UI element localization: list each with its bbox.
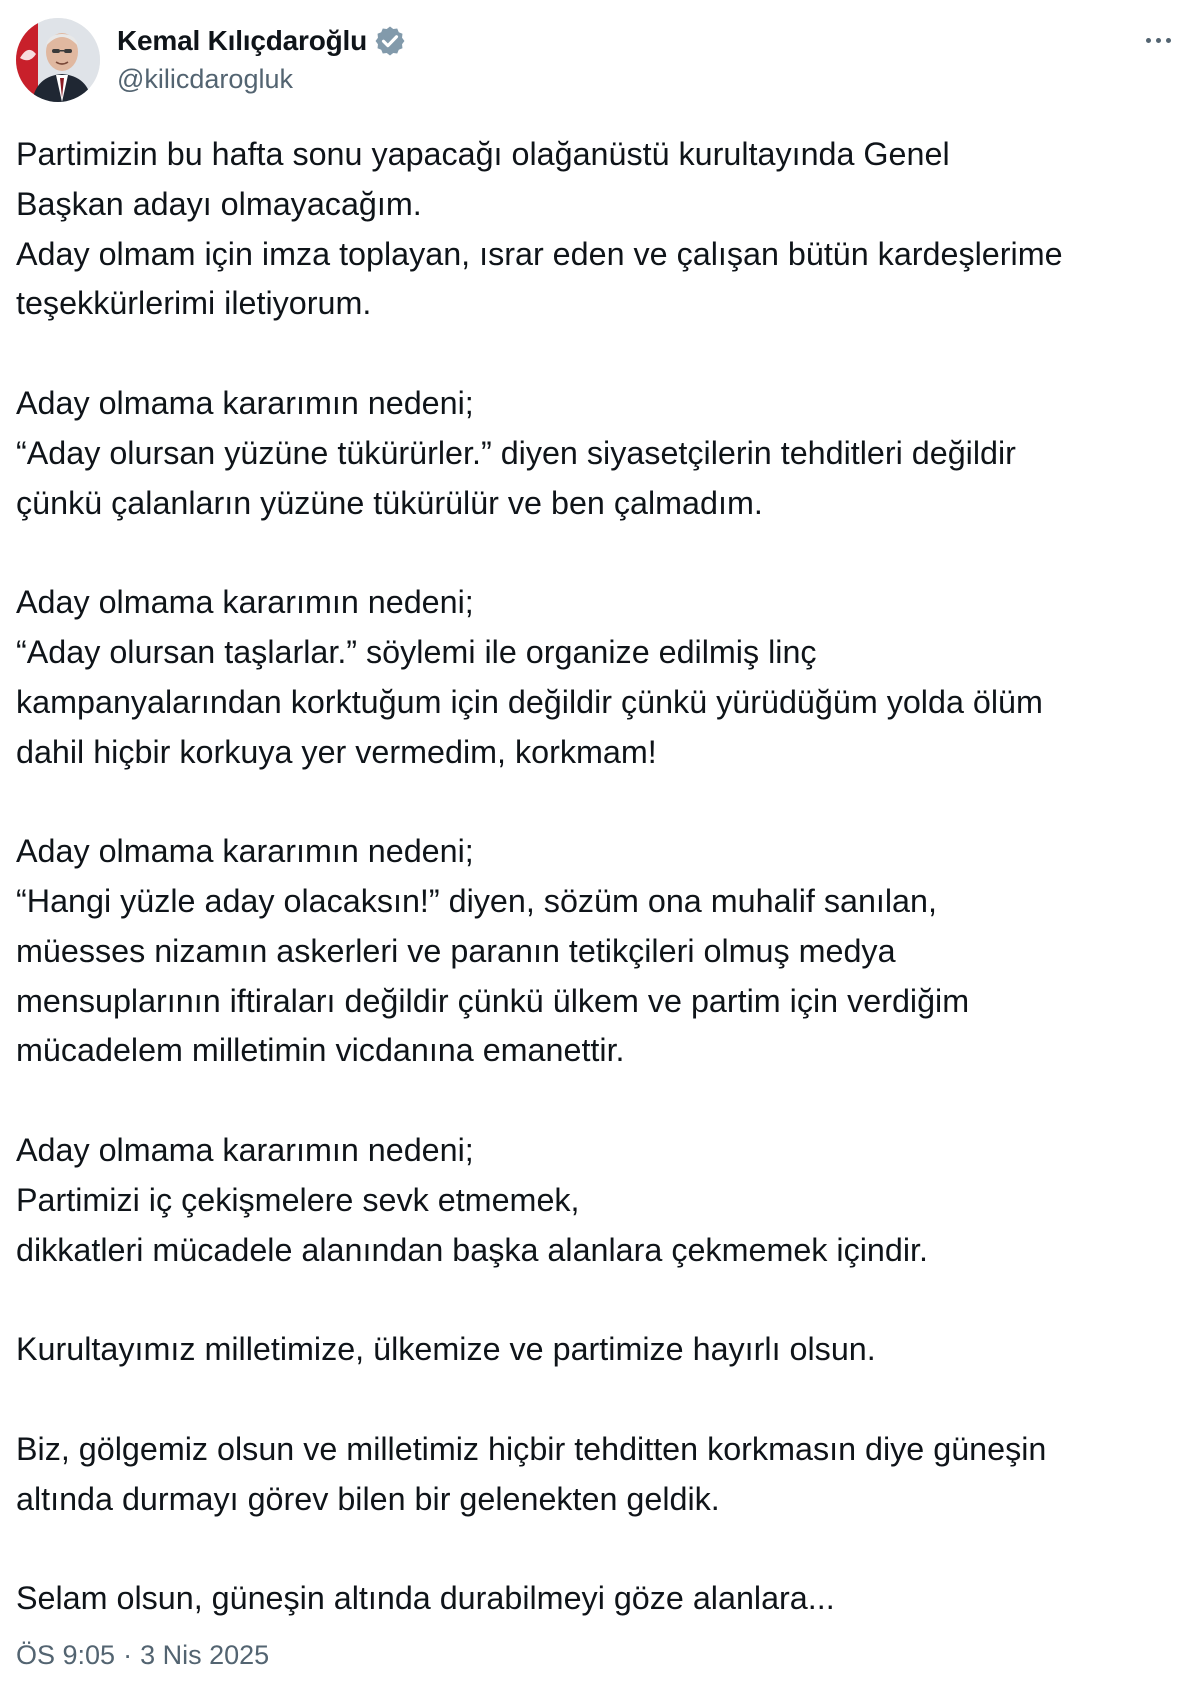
tweet-text-line: çünkü çalanların yüzüne tükürülür ve ben çalmadım. bbox=[16, 484, 763, 521]
tweet-text-line: “Aday olursan taşlarlar.” söylemi ile organize edilmiş linç bbox=[16, 633, 817, 670]
tweet-text-line: Partimizi iç çekişmelere sevk etmemek, bbox=[16, 1181, 580, 1218]
verified-badge-icon[interactable] bbox=[373, 24, 407, 58]
handle[interactable]: @kilicdarogluk bbox=[117, 64, 293, 94]
tweet-text-line: teşekkürlerimi iletiyorum. bbox=[16, 285, 372, 322]
tweet-text-line: Partimizin bu hafta sonu yapacağı olağanüstü kurultayında Genel bbox=[16, 136, 950, 172]
tweet-paragraph bbox=[16, 130, 1186, 329]
tweet-paragraph bbox=[16, 379, 1186, 528]
tweet-paragraph bbox=[16, 1126, 1186, 1275]
tweet-text-line: Aday olmam için imza toplayan, ısrar eden ve çalışan bütün kardeşlerime bbox=[16, 235, 1063, 272]
tweet-text-line: dahil hiçbir korkuya yer vermedim, korkmam! bbox=[16, 733, 657, 770]
tweet-text-line: Aday olmama kararımın nedeni; bbox=[16, 584, 474, 621]
tweet-paragraph bbox=[16, 827, 1186, 1076]
tweet-timestamp[interactable] bbox=[16, 1640, 269, 1671]
timestamp-separator: · bbox=[123, 1640, 133, 1670]
avatar[interactable] bbox=[16, 18, 100, 102]
tweet-paragraph bbox=[16, 1325, 1186, 1375]
tweet-text-line: mücadelem milletimin vicdanına emanettir. bbox=[16, 1032, 625, 1069]
tweet-text-line: “Hangi yüzle aday olacaksın!” diyen, sözüm ona muhalif sanılan, bbox=[16, 882, 937, 919]
tweet-text-line: müesses nizamın askerleri ve paranın tetikçileri olmuş medya bbox=[16, 932, 896, 969]
tweet-text-line: Aday olmama kararımın nedeni; bbox=[16, 384, 474, 421]
tweet-header bbox=[16, 18, 1184, 106]
tweet-date[interactable]: 3 Nis 2025 bbox=[140, 1640, 270, 1670]
tweet-paragraph bbox=[16, 1574, 1186, 1624]
tweet-paragraph bbox=[16, 578, 1186, 777]
tweet-text-line: Biz, gölgemiz olsun ve milletimiz hiçbir tehditten korkmasın diye güneşin bbox=[16, 1430, 1047, 1467]
display-name-row bbox=[117, 22, 407, 60]
tweet-text-line: mensuplarının iftiraları değildir çünkü ülkem ve partim için verdiğim bbox=[16, 982, 970, 1019]
display-name[interactable]: Kemal Kılıçdaroğlu bbox=[117, 25, 368, 56]
tweet-text-line: dikkatleri mücadele alanından başka alanlara çekmemek içindir. bbox=[16, 1231, 928, 1268]
author-names bbox=[117, 22, 407, 95]
tweet-paragraph bbox=[16, 1425, 1186, 1525]
tweet-text-line: “Aday olursan yüzüne tükürürler.” diyen siyasetçilerin tehditleri değildir bbox=[16, 434, 1016, 471]
avatar-image bbox=[16, 18, 100, 102]
tweet-text-line: Kurultayımız milletimize, ülkemize ve partimize hayırlı olsun. bbox=[16, 1331, 876, 1368]
tweet-text-line: Başkan adayı olmayacağım. bbox=[16, 185, 422, 222]
tweet-text bbox=[16, 130, 1186, 1624]
more-horizontal-icon[interactable] bbox=[1136, 22, 1180, 58]
tweet-time[interactable]: ÖS 9:05 bbox=[16, 1640, 116, 1670]
tweet-text-line: Aday olmama kararımın nedeni; bbox=[16, 833, 474, 870]
tweet-text-line: Selam olsun, güneşin altında durabilmeyi göze alanlara... bbox=[16, 1580, 835, 1617]
tweet-text-line: kampanyalarından korktuğum için değildir çünkü yürüdüğüm yolda ölüm bbox=[16, 683, 1043, 720]
tweet-text-line: altında durmayı görev bilen bir gelenekten geldik. bbox=[16, 1480, 720, 1517]
tweet-text-line: Aday olmama kararımın nedeni; bbox=[16, 1131, 474, 1168]
